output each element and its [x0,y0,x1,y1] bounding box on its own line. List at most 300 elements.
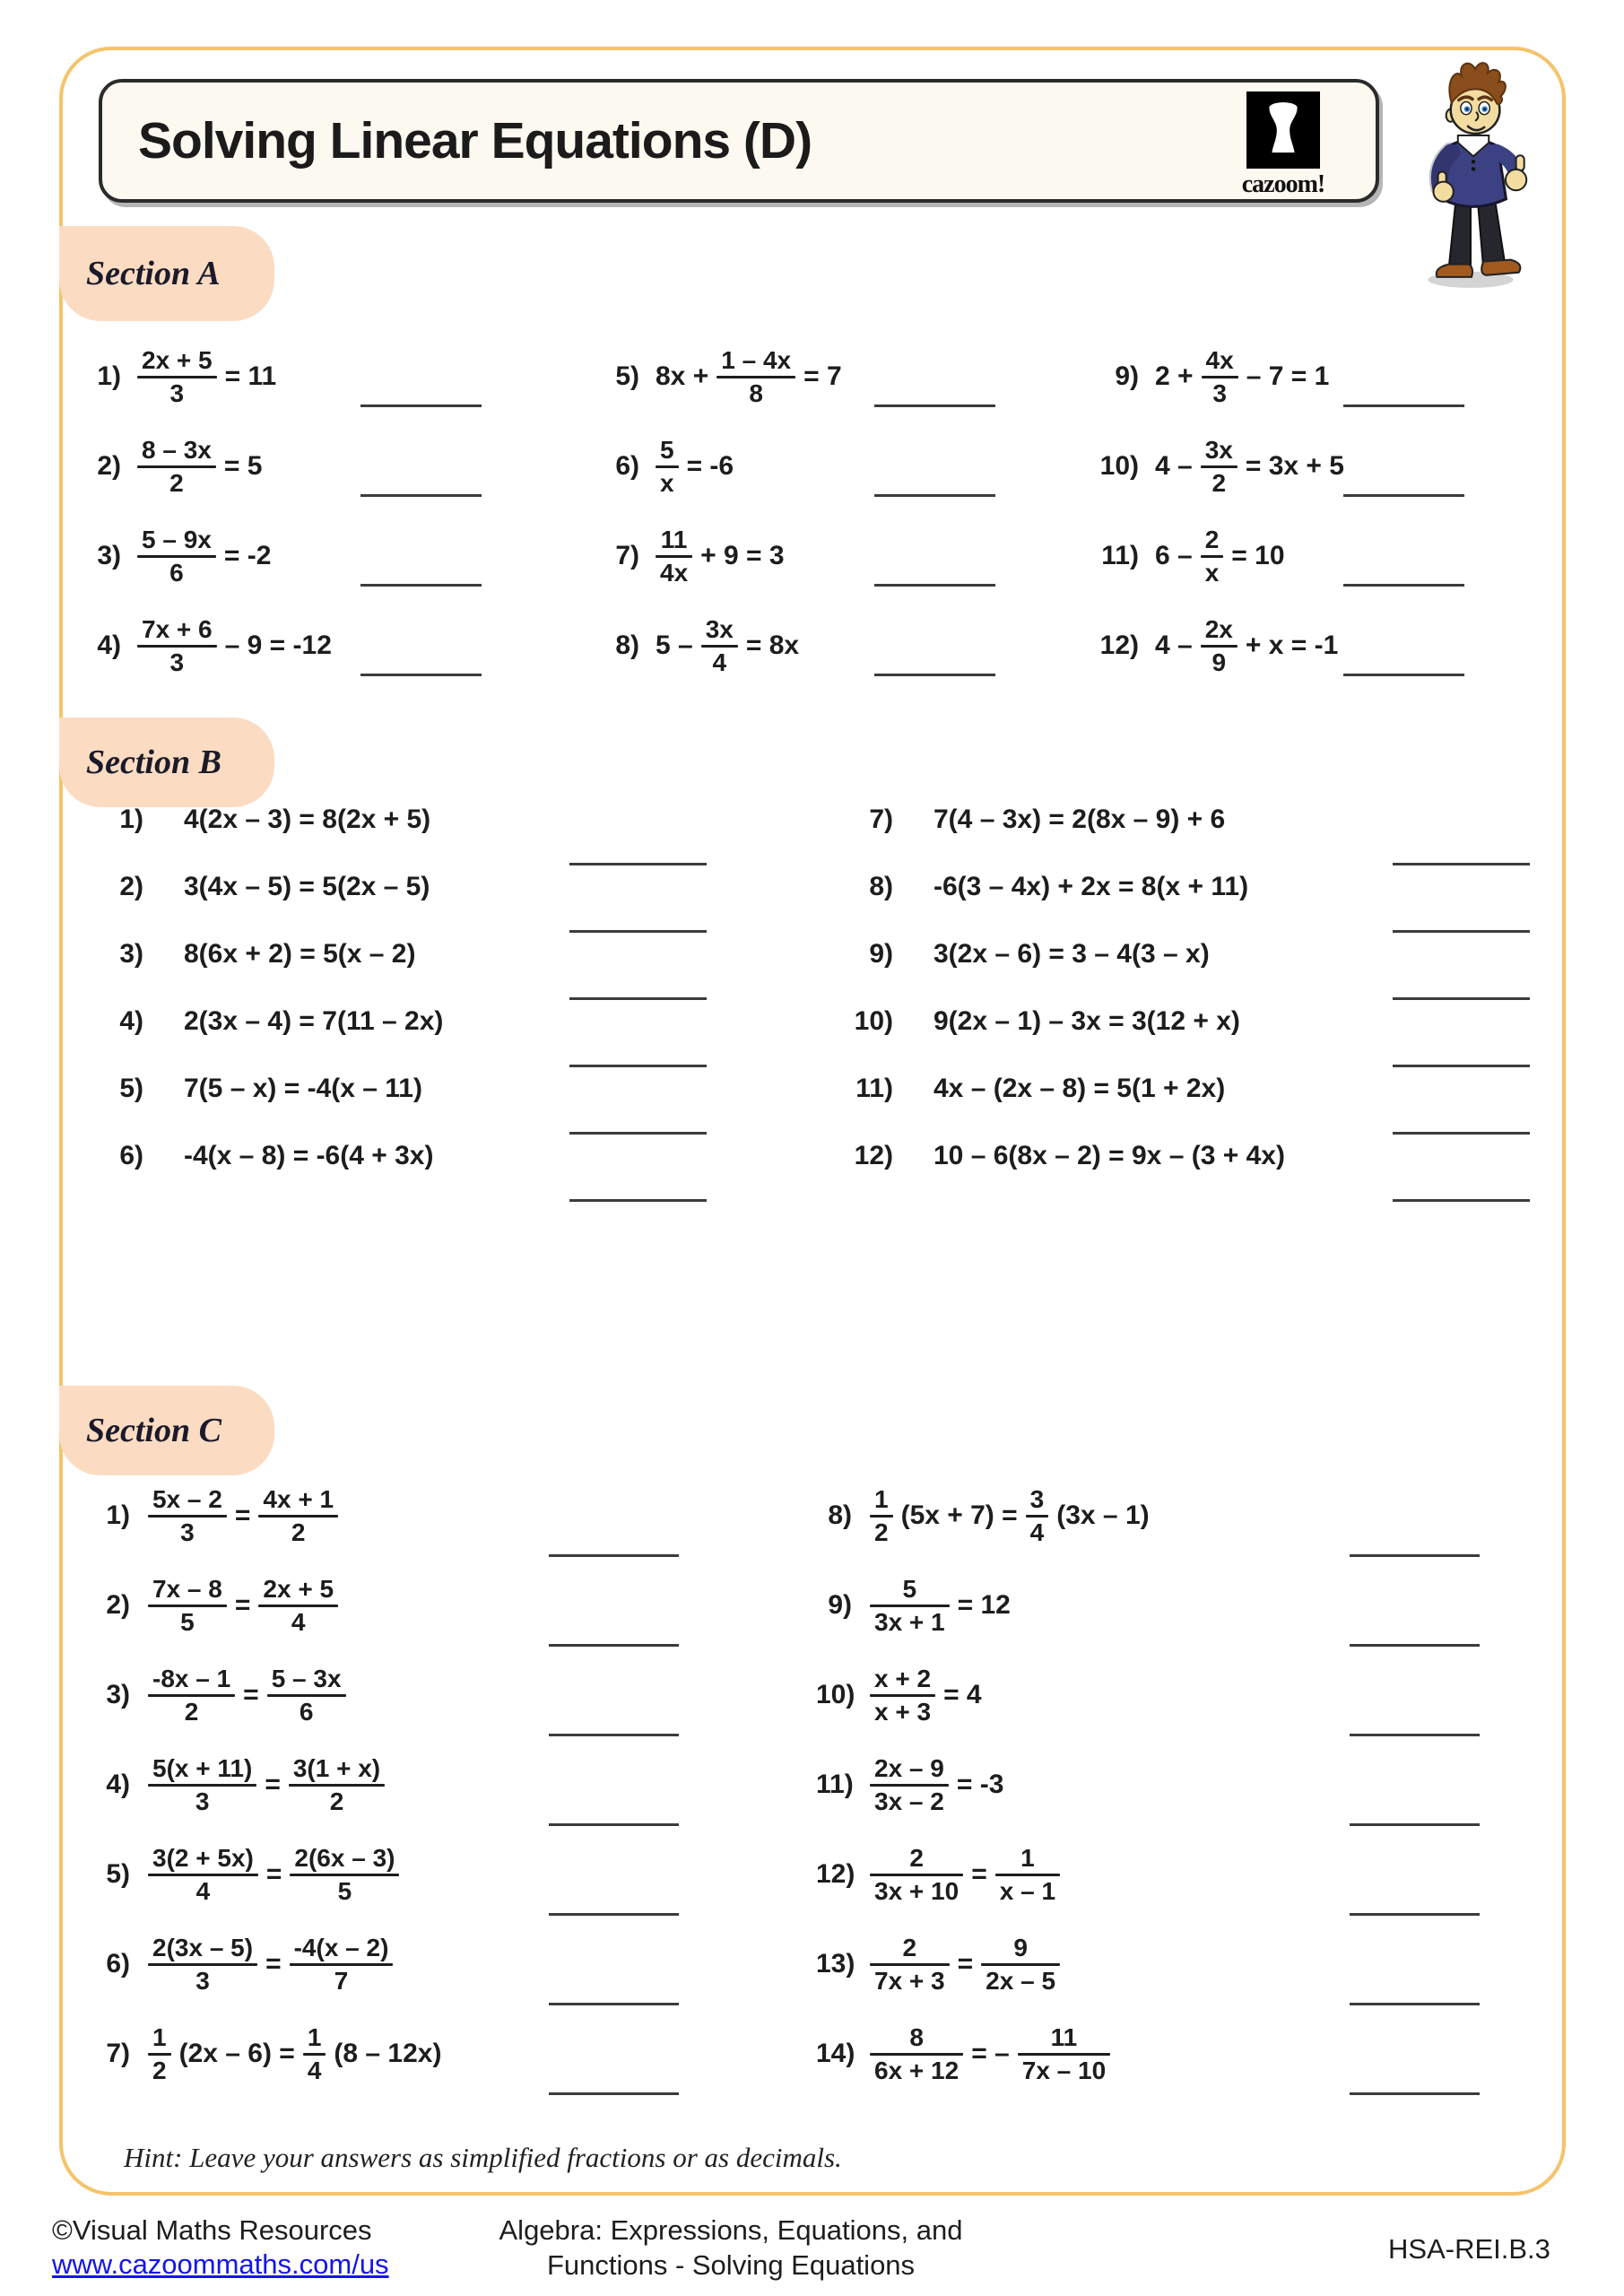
answer-line[interactable] [549,1644,679,1647]
equation-text: 3(2x – 6) = 3 – 4(3 – x) [934,938,1210,969]
fraction-denominator: 6x + 12 [874,2056,960,2084]
problem-number: 5) [615,361,639,391]
answer-line[interactable] [1350,1823,1480,1826]
problem-number: 11) [1101,541,1139,570]
problem-number: 1) [97,361,121,391]
fraction-bar [981,1963,1060,1966]
problem-row [94,1650,679,1740]
equation [184,872,430,902]
problem-number: 3) [97,541,121,570]
fraction-denominator: 3 [169,378,185,407]
problem-column [1099,332,1464,691]
fraction-bar [258,1605,338,1607]
problem-row [1099,601,1464,691]
problem-row [81,332,482,422]
answer-line[interactable] [1350,2092,1480,2095]
fraction-numerator: 5(x + 11) [152,1754,253,1783]
answer-line[interactable] [1350,1913,1480,1916]
fraction [258,1575,338,1636]
equation [137,436,262,497]
fraction-bar [290,1874,399,1876]
equation-text: (5x + 7) = [900,1500,1018,1530]
problem-row [94,1830,679,1919]
fraction [137,615,217,676]
fraction-numerator: 2 [1204,526,1220,554]
fraction-numerator: 2(6x – 3) [294,1844,395,1873]
problem-number: 7) [106,2039,130,2068]
fraction-numerator: -4(x – 2) [293,1934,389,1962]
fraction-bar [148,1963,257,1966]
fraction-denominator: 2 [1211,468,1227,497]
fraction-bar [1201,555,1224,558]
equation [870,1754,1003,1815]
fraction-denominator: 3 [169,648,185,676]
equation-text: (2x – 6) = [178,2039,295,2068]
fraction [701,615,738,676]
fraction-numerator: 7x – 8 [152,1575,222,1604]
problem-number: 11) [816,1770,854,1799]
fraction-numerator: 3 [1029,1485,1045,1514]
fraction-denominator: x [1204,558,1220,587]
fraction [870,1575,950,1636]
answer-line[interactable] [1350,1644,1480,1647]
problem-row [844,920,1530,987]
equation-text: 10 – 6(8x – 2) = 9x – (3 + 4x) [934,1140,1285,1170]
problem-row [599,332,995,422]
answer-line[interactable] [874,494,995,497]
equation [656,346,842,407]
problem-number: 1) [106,1500,130,1530]
equation-text: 8(6x + 2) = 5(x – 2) [184,938,416,969]
problem-number: 5) [106,1859,130,1889]
problem-row [1099,332,1464,422]
standard-code: HSA-REI.B.3 [1388,2233,1550,2265]
mascot-boy-illustration [1403,61,1540,290]
fraction [870,1934,950,1995]
fraction-bar [870,1963,950,1966]
equation [1155,526,1285,587]
fraction [267,1665,346,1726]
problem-column [816,1471,1480,2099]
answer-line[interactable] [1350,1734,1480,1736]
fraction-bar [870,1515,893,1518]
fraction-bar [148,1694,235,1697]
fraction-denominator: 5 [180,1607,195,1636]
problem-row [94,1740,679,1830]
equation [148,1934,393,1995]
fraction-bar [870,1694,935,1697]
equation-text: 4(2x – 3) = 8(2x + 5) [184,804,431,834]
problem-row [844,786,1530,853]
problem-number: 4) [119,1005,143,1036]
equation-text: = [265,1770,281,1799]
fraction-bar [137,645,217,648]
problem-number: 6) [615,451,639,481]
answer-line[interactable] [1350,2003,1480,2005]
fraction [656,436,679,497]
problem-row [844,853,1530,920]
fraction-bar [870,1784,949,1787]
answer-line[interactable] [360,404,482,407]
fraction-denominator: 4 [307,2056,322,2084]
fraction-numerator: 8 – 3x [142,436,212,465]
problem-number: 9) [1115,361,1139,391]
problem-number: 10) [816,1680,855,1709]
equation-text: 7(4 – 3x) = 2(8x – 9) + 6 [934,804,1226,834]
equation-text: (8 – 12x) [334,2039,442,2068]
equation-text: (3x – 1) [1056,1500,1150,1530]
equation [148,1754,385,1815]
fraction [148,1754,256,1815]
fraction-bar [870,1874,963,1876]
problem-number: 6) [106,1949,130,1979]
equation-text: -6(3 – 4x) + 2x = 8(x + 11) [934,871,1249,901]
problem-number: 1) [119,804,143,834]
problem-row [816,1740,1480,1830]
answer-line[interactable] [549,1913,679,1916]
problem-row [81,422,482,511]
fraction-denominator: 7x + 3 [874,1966,945,1995]
fraction-bar [290,1963,394,1966]
equation-text: 4x – (2x – 8) = 5(1 + 2x) [934,1073,1226,1103]
equation [148,1575,338,1636]
section-label-text: Section C [86,1412,221,1449]
problem-number: 8) [869,871,893,901]
fraction-numerator: 5 [902,1575,917,1604]
fraction-denominator: x + 3 [874,1697,932,1726]
section-b-problems [94,786,1530,1189]
answer-line[interactable] [549,2092,679,2095]
fraction-numerator: 5 – 3x [271,1665,342,1693]
fraction [870,1844,963,1905]
fraction-numerator: x + 2 [874,1665,932,1693]
equation [934,872,1248,902]
equation-text: 2(3x – 4) = 7(11 – 2x) [184,1005,444,1036]
problem-row [94,987,707,1055]
equation-text: = 5 [223,451,263,481]
answer-line[interactable] [549,1823,679,1826]
fraction-bar [148,1874,258,1876]
answer-line[interactable] [360,584,482,587]
answer-line[interactable] [360,494,482,497]
fraction [981,1934,1060,1995]
fraction-numerator: 3x [705,615,734,644]
fraction-numerator: 1 [307,2023,322,2052]
problem-number: 4) [106,1770,130,1799]
fraction [870,1665,935,1726]
topic-line-2: Functions - Solving Equations [546,2248,916,2281]
fraction-denominator: 4 [195,1876,211,1905]
answer-line[interactable] [569,1199,707,1202]
problem-row [94,920,707,987]
equation-text: = 10 [1231,541,1285,570]
fraction-numerator: 5x – 2 [152,1485,222,1514]
equation-text: = [957,1949,974,1979]
problem-column [94,1471,679,2099]
problem-number: 11) [855,1073,893,1103]
cazoom-drum-icon [1246,91,1320,169]
fraction [137,526,216,587]
fraction-bar [137,376,217,378]
equation-text: -4(x – 8) = -6(4 + 3x) [184,1140,434,1170]
equation-text: 5 – [656,631,693,660]
problem-row [844,1055,1530,1122]
fraction [290,1844,399,1905]
problem-number: 12) [816,1859,855,1889]
equation-text: + 9 = 3 [700,541,785,570]
fraction-denominator: 3x + 1 [874,1607,945,1636]
fraction [656,526,692,587]
fraction-denominator: x – 1 [999,1876,1056,1905]
equation [934,1074,1225,1104]
section-c-label [59,1386,274,1475]
problem-row [816,2009,1480,2099]
hint-text: Hint: Leave your answers as simplified fractions or as decimals. [124,2142,842,2173]
fraction [1018,2023,1110,2084]
fraction [716,346,795,407]
fraction-numerator: 2x + 5 [263,1575,334,1604]
section-a-label [59,226,274,321]
problem-number: 3) [106,1680,130,1709]
fraction [1201,436,1238,497]
fraction-numerator: 9 [1013,1934,1028,1962]
problem-number: 2) [119,871,143,901]
equation-text: = 4 [943,1680,982,1709]
problem-row [94,1471,679,1561]
answer-line[interactable] [874,404,995,407]
answer-line[interactable] [1343,584,1464,587]
cazoom-website-link[interactable]: www.cazoommaths.com/us [52,2248,389,2280]
fraction-bar [289,1784,385,1787]
fraction-bar [148,1784,256,1787]
problem-number: 13) [816,1949,855,1979]
fraction [137,346,217,407]
fraction [148,1934,257,1995]
fraction-bar [258,1515,338,1518]
equation [184,804,430,835]
equation [870,1575,1011,1636]
answer-line[interactable] [549,1554,679,1557]
fraction-denominator: 2 [329,1787,344,1815]
fraction-numerator: 7x + 6 [142,615,213,644]
equation-text: = [243,1680,259,1709]
equation-text: = [971,1859,987,1889]
problem-row [816,1650,1480,1740]
fraction [870,1485,893,1546]
fraction [995,1844,1060,1905]
fraction-denominator: 3 [180,1518,195,1546]
equation [184,1141,433,1171]
problem-row [94,1919,679,2009]
fraction-numerator: -8x – 1 [152,1665,231,1693]
equation [656,436,734,497]
fraction [148,1665,235,1726]
problem-number: 12) [1099,631,1139,660]
problem-row [94,1561,679,1650]
answer-line[interactable] [874,584,995,587]
fraction-numerator: 11 [660,526,688,554]
equation [137,615,332,676]
answer-line[interactable] [549,2003,679,2005]
fraction-bar [716,376,795,378]
equation-text: 4 – [1155,451,1193,481]
fraction [1201,615,1238,676]
problem-row [94,1122,707,1189]
equation [1155,346,1329,407]
equation [1155,436,1344,497]
fraction [137,436,216,497]
fraction-numerator: 1 – 4x [721,346,792,375]
equation [148,1485,338,1546]
equation [656,615,799,676]
equation-text: = 7 [803,361,842,391]
fraction-bar [148,2053,171,2056]
problem-row [94,853,707,920]
fraction-bar [870,2053,963,2056]
problem-row [1099,422,1464,511]
fraction [1202,346,1238,407]
fraction-bar [1201,645,1238,648]
equation-text: 8x + [656,361,709,391]
problem-row [599,601,995,691]
equation-text: 7(5 – x) = -4(x – 11) [184,1073,422,1103]
equation [1155,615,1338,676]
problem-row [81,511,482,601]
equation-text: 4 – [1155,631,1193,660]
fraction [258,1485,338,1546]
equation [148,2023,441,2084]
problem-number: 8) [615,631,639,660]
fraction [870,2023,963,2084]
equation-text: + x = -1 [1245,631,1339,660]
equation-text: = – [971,2039,1010,2068]
problem-number: 6) [119,1140,143,1170]
fraction-denominator: 4 [291,1607,306,1636]
equation-text: = [234,1590,251,1620]
fraction-denominator: x [660,468,674,497]
section-a-problems [81,332,1464,691]
problem-row [816,1919,1480,2009]
fraction-denominator: 8 [749,378,763,407]
fraction [289,1754,385,1815]
fraction-numerator: 8 [909,2023,924,2052]
equation [137,526,271,587]
fraction-denominator: 6 [299,1697,314,1726]
answer-line[interactable] [1350,1554,1480,1557]
equation [870,1485,1150,1546]
equation-text: 6 – [1155,541,1193,570]
fraction-bar [1018,2053,1110,2056]
section-c-problems [94,1471,1480,2099]
fraction-numerator: 2x – 9 [874,1754,944,1783]
equation [870,1934,1060,1995]
equation-text: = [234,1500,251,1530]
equation-text: = -6 [686,451,734,481]
problem-number: 2) [97,451,121,481]
equation-text: = [265,1859,282,1889]
cazoom-logo [1234,91,1333,199]
footer-topic [408,2213,1054,2283]
equation-text: 9(2x – 1) – 3x = 3(12 + x) [934,1005,1240,1036]
fraction-denominator: 3 [195,1787,210,1815]
fraction-denominator: 7x – 10 [1021,2056,1107,2084]
problem-number: 9) [869,938,893,969]
problem-row [816,1561,1480,1650]
fraction [303,2023,326,2084]
problem-number: 12) [854,1140,893,1170]
fraction-denominator: 4 [1029,1518,1045,1546]
fraction-denominator: 2 [874,1518,889,1546]
problem-number: 2) [106,1590,130,1620]
fraction [290,1934,394,1995]
problem-row [816,1830,1480,1919]
fraction-denominator: 9 [1211,648,1227,676]
equation-text: 2 + [1155,361,1194,391]
fraction-numerator: 1 [152,2023,167,2052]
answer-line[interactable] [1343,674,1464,676]
problem-column [94,786,707,1189]
fraction-numerator: 2x [1204,615,1233,644]
problem-row [94,1055,707,1122]
problem-row [844,1122,1530,1189]
problem-row [94,786,707,853]
problem-number: 10) [1099,451,1139,481]
problem-row [1099,511,1464,601]
fraction-bar [1026,1515,1049,1518]
fraction-bar [303,2053,326,2056]
problem-number: 7) [869,804,893,834]
footer-left [52,2213,389,2282]
fraction-numerator: 2(3x – 5) [152,1934,254,1962]
copyright-text: ©Visual Maths Resources [52,2214,372,2246]
equation-text: = -2 [223,541,272,570]
equation [934,804,1225,835]
equation [934,1006,1240,1037]
answer-line[interactable] [549,1734,679,1736]
answer-line[interactable] [1343,404,1464,407]
answer-line[interactable] [1393,1199,1530,1202]
answer-line[interactable] [874,674,995,676]
equation [184,1006,443,1037]
topic-line-1: Algebra: Expressions, Equations, and [499,2214,963,2246]
fraction-numerator: 5 [660,436,674,465]
answer-line[interactable] [360,674,482,676]
fraction-denominator: 2 [169,468,184,497]
fraction-numerator: 2x + 5 [142,346,213,375]
fraction-denominator: 7 [334,1966,349,1995]
section-label-text: Section A [86,255,221,292]
page-title: Solving Linear Equations (D) [138,112,812,170]
fraction-bar [1202,376,1238,378]
fraction-numerator: 4x + 1 [263,1485,334,1514]
fraction [148,1575,227,1636]
fraction-bar [701,645,738,648]
fraction-denominator: 2 [152,2056,167,2084]
equation [137,346,276,407]
answer-line[interactable] [1343,494,1464,497]
fraction-denominator: 4x [660,558,689,587]
equation [148,1844,399,1905]
fraction-denominator: 3 [195,1966,210,1995]
fraction-denominator: 2 [184,1697,199,1726]
fraction-numerator: 3(1 + x) [292,1754,381,1783]
equation [870,2023,1110,2084]
problem-row [599,422,995,511]
title-box [99,79,1379,203]
fraction-denominator: 3x + 10 [874,1876,960,1905]
fraction-bar [137,555,216,558]
equation-text: = -3 [956,1770,1004,1799]
